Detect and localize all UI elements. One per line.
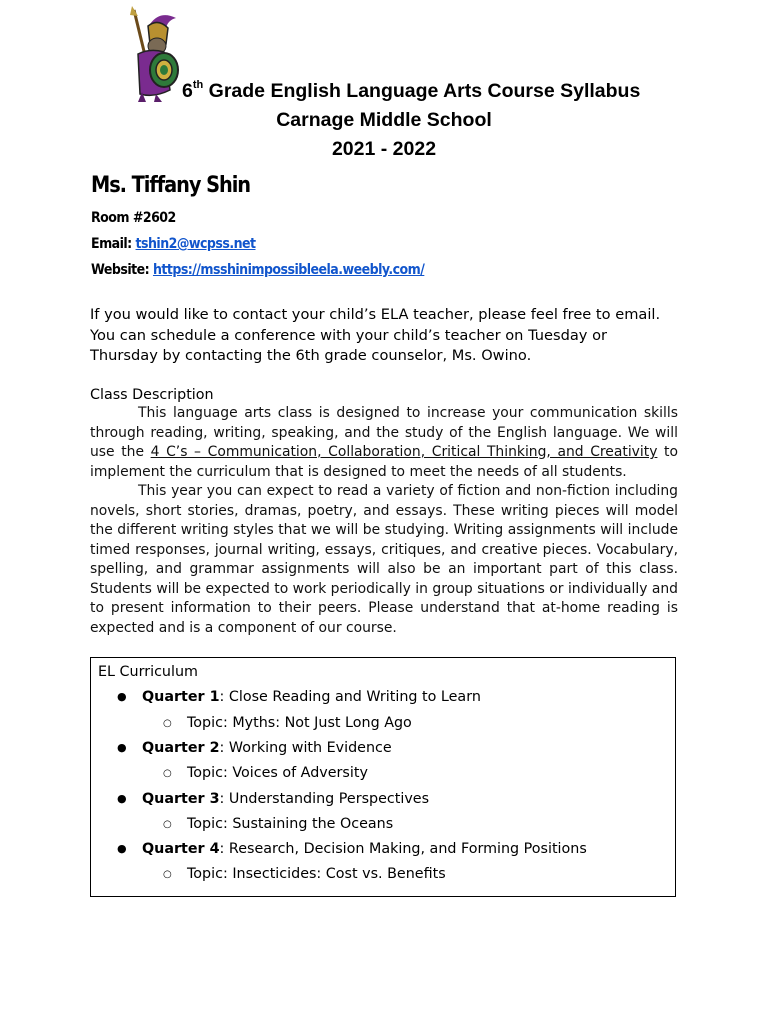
class-description-paragraph-2: This year you can expect to read a variety of fiction and non-fiction including novels, short stories, dramas, poetry, and essays. These writing pieces will model the different writing styles that we will be studying. Writing assignments will include timed responses, journal writing, essays, critiques, and creative pieces. Vocabulary, spelling, and grammar assignments will also be an important part of this class. Students will be expected to work periodically in group situations or individually and to present information to their peers. Please understand that at-home reading is expected and is a component of our course. <box>90 483 678 636</box>
quarter-title: : Understanding Perspectives <box>219 791 430 807</box>
topic-text: Topic: Myths: Not Just Long Ago <box>187 715 412 731</box>
bullet-icon: ● <box>117 842 127 855</box>
website-link[interactable]: https://msshinimpossibleela.weebly.com/ <box>152 262 425 278</box>
knight-mascot-icon <box>120 6 186 102</box>
paragraph-1-end: to implement the curriculum that is designed to meet the needs of all students. <box>90 444 678 480</box>
quarter-label: Quarter 1 <box>142 689 220 705</box>
curriculum-box <box>90 657 676 897</box>
contact-paragraph: If you would like to contact your child’s ELA teacher, please feel free to email. You can schedule a conference with your child’s teacher on Tuesday or Thursday by contacting the 6th grade counselor, Ms. Owino. <box>90 306 661 364</box>
curriculum-title: EL Curriculum <box>98 664 198 680</box>
topic-text: Topic: Insecticides: Cost vs. Benefits <box>187 866 446 882</box>
grade-ordinal-suffix: th <box>192 79 204 91</box>
topic-item <box>163 715 412 731</box>
topic-text: Topic: Sustaining the Oceans <box>187 816 394 832</box>
website-line <box>91 262 424 278</box>
quarter-label: Quarter 2 <box>142 740 220 756</box>
topic-item <box>163 765 368 781</box>
email-line <box>91 236 256 252</box>
topic-item <box>163 816 393 832</box>
hollow-bullet-icon: ○ <box>163 869 172 880</box>
paragraph-1-intro: This language arts class is designed to increase your communication skills through reading, writing, speaking, and the study of the English language. We will use the <box>90 405 678 460</box>
hollow-bullet-icon: ○ <box>163 819 172 830</box>
quarter-item <box>117 689 481 705</box>
bullet-icon: ● <box>117 792 127 805</box>
class-description-heading: Class Description <box>90 387 214 403</box>
website-label: Website: <box>91 262 153 278</box>
syllabus-title <box>182 79 640 103</box>
email-label: Email: <box>91 236 136 252</box>
quarter-title: : Research, Decision Making, and Forming Positions <box>219 841 587 857</box>
class-description-paragraph-1 <box>90 404 678 482</box>
quarter-label: Quarter 3 <box>142 791 220 807</box>
four-cs-link[interactable]: 4 C’s – Communication, Collaboration, Critical Thinking, and Creativity <box>150 444 658 460</box>
hollow-bullet-icon: ○ <box>163 768 172 779</box>
room-number: Room #2602 <box>91 210 176 226</box>
teacher-name: Ms. Tiffany Shin <box>91 173 251 198</box>
quarter-label: Quarter 4 <box>142 841 220 857</box>
school-year: 2021 - 2022 <box>331 138 437 160</box>
school-name: Carnage Middle School <box>276 109 492 131</box>
bullet-icon: ● <box>117 741 127 754</box>
hollow-bullet-icon: ○ <box>163 718 172 729</box>
syllabus-title-text: Grade English Language Arts Course Syllabus <box>203 80 641 102</box>
quarter-item <box>117 740 392 756</box>
grade-number: 6 <box>182 80 193 102</box>
topic-item <box>163 866 446 882</box>
quarter-item <box>117 791 429 807</box>
email-link[interactable]: tshin2@wcpss.net <box>135 236 256 252</box>
quarter-title: : Close Reading and Writing to Learn <box>219 689 481 705</box>
topic-text: Topic: Voices of Adversity <box>187 765 368 781</box>
bullet-icon: ● <box>117 690 127 703</box>
quarter-title: : Working with Evidence <box>219 740 392 756</box>
class-description <box>90 404 678 638</box>
quarter-item <box>117 841 587 857</box>
